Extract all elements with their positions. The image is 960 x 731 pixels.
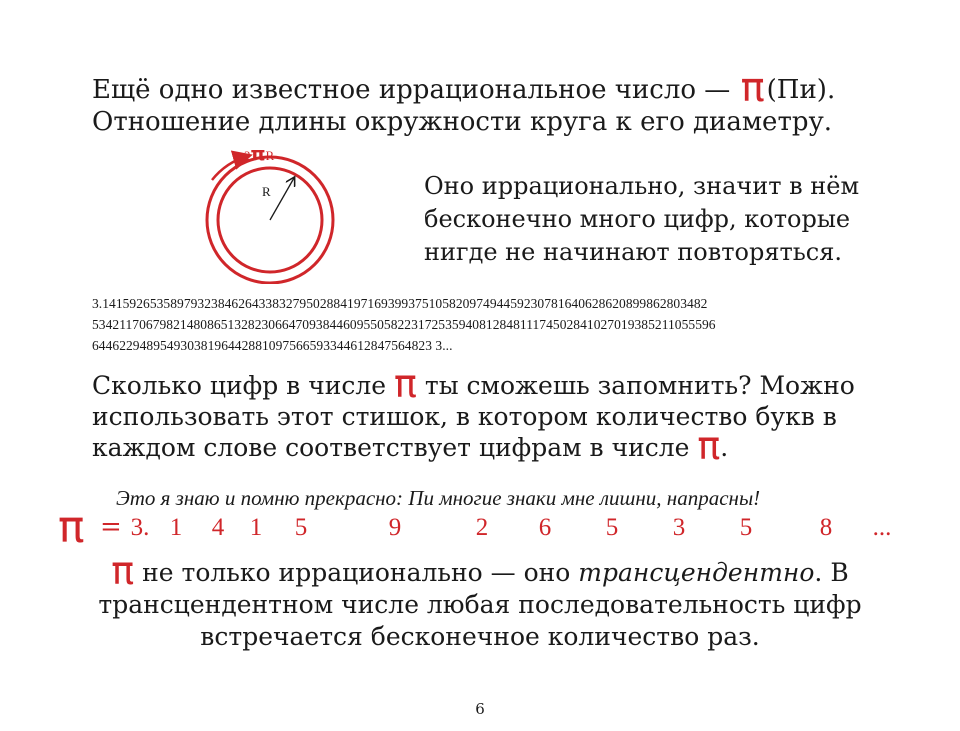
pi-symbol: π (740, 65, 765, 111)
mnemonic-digit: 6 (538, 514, 552, 541)
pi-digits-block (92, 293, 882, 356)
question-line1-start: Сколько цифр в числе (92, 371, 387, 400)
question-line3: каждом слове соответствует цифрам в числе (92, 433, 690, 462)
page-number: 6 (475, 700, 485, 718)
equals-sign: = (100, 512, 122, 542)
question-line1-end: ты сможешь запомнить? Можно (424, 371, 855, 400)
pi-digits-line: 53421170679821480865132823066470938446095505822317253594081284811174502841027019385211055596 (92, 317, 716, 332)
intro-paragraph (92, 65, 892, 138)
side-line-3: нигде не начинают повторяться. (424, 238, 843, 266)
mnemonic-digit: 2 (475, 514, 489, 541)
pi-symbol: π (394, 362, 417, 406)
circumference-label: 2πR (244, 144, 275, 165)
mnemonic-digit: 5 (294, 514, 308, 541)
side-line-1: Оно иррационально, значит в нём (424, 172, 860, 200)
transcendental-paragraph (80, 549, 880, 653)
closing-line1-end: . В (814, 558, 849, 587)
mnemonic-digit: ... (872, 514, 892, 541)
mnemonic-digit: 3. (130, 514, 150, 541)
pi-digits-line: 3.14159265358979323846264338327950288419716939937510582097494459230781640628620899862803482 (92, 296, 708, 311)
radius-label: R (262, 184, 271, 199)
pi-symbol: π (111, 549, 135, 593)
pi-symbol: π (697, 424, 721, 468)
side-line-2: бесконечно много цифр, которые (424, 205, 851, 233)
intro-line1-text: Ещё одно известное иррациональное число — (92, 75, 731, 105)
mnemonic-digit: 5 (739, 514, 753, 541)
closing-line3: встречается бесконечное количество раз. (200, 622, 760, 651)
question-end: . (720, 433, 729, 462)
intro-line2-text: Отношение длины окружности круга к его диаметру. (92, 107, 833, 137)
mnemonic-digit: 4 (211, 514, 225, 541)
mnemonic-verse: Это я знаю и помню прекрасно: Пи многие знаки мне лишни, напрасны! (116, 486, 761, 510)
mnemonic-digit: 8 (819, 514, 833, 541)
irrational-explanation (424, 170, 894, 269)
pi-mnemonic-digits-row (58, 502, 918, 553)
mnemonic-digit: 5 (605, 514, 619, 541)
closing-line2: трансцендентном числе любая последовательность цифр (98, 590, 862, 619)
intro-line1-end: (Пи). (766, 75, 836, 105)
radius-line (270, 178, 294, 220)
pi-digits-line: 64462294895493038196442881097566593344612847564823 3... (92, 338, 453, 353)
closing-line1-text: не только иррационально — оно (142, 558, 571, 587)
transcendental-term: трансцендентно (578, 558, 815, 587)
mnemonic-digit: 9 (388, 514, 402, 541)
mnemonic-digit: 3 (672, 514, 686, 541)
mnemonic-digit: 1 (169, 514, 183, 541)
pi-symbol-large: π (58, 502, 85, 553)
question-line2: использовать этот стишок, в котором количество букв в (92, 402, 837, 431)
mnemonic-digit: 1 (249, 514, 263, 541)
question-paragraph (92, 362, 892, 468)
circle-diagram (204, 144, 344, 284)
